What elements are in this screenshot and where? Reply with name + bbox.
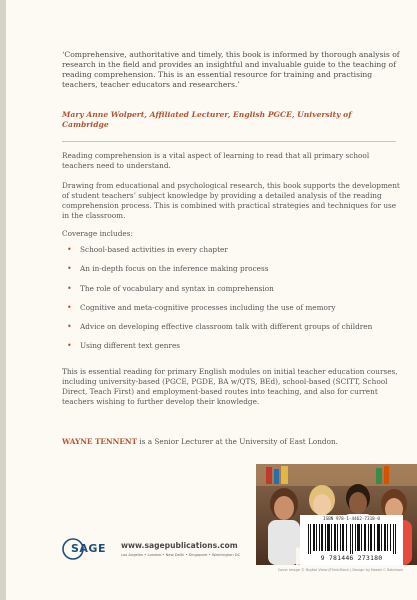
publisher-url: www.sagepublications.com [121, 541, 238, 550]
list-item-text: School-based activities in every chapter [80, 245, 228, 254]
audience-paragraph: This is essential reading for primary English modules on initial teacher education courses, including university-based (PGCE, PGDE, BA w/QTS, BEd), school-based (SCITT, School Direct, Teach First) and employment-based routes into teaching, and also for current teachers wishing to further develop their knowledge. [62, 367, 398, 406]
list-item [62, 322, 402, 332]
barcode [300, 515, 403, 565]
list-item-text: An in-depth focus on the inference making process [80, 264, 269, 273]
bullet-icon: • [67, 284, 72, 293]
sage-wordmark: SAGE [71, 542, 106, 555]
author-bio [62, 437, 402, 447]
spine-edge [0, 0, 6, 600]
bullet-icon: • [67, 341, 72, 350]
isbn-digits: 9 781446 273180 [320, 554, 383, 562]
list-item [62, 341, 402, 351]
list-item-text: The role of vocabulary and syntax in comprehension [80, 284, 274, 293]
bullet-icon: • [67, 245, 72, 254]
isbn-label: ISBN 978-1-4462-7318-0 [323, 517, 380, 522]
coverage-list [62, 245, 402, 360]
list-item [62, 303, 402, 313]
cover-credits: Cover image © Digital Vision/ThinkStock | Design by Naomi C Robinson [277, 568, 403, 572]
list-item-text: Advice on developing effective classroom talk with different groups of children [80, 322, 373, 331]
intro-paragraph: Reading comprehension is a vital aspect of learning to read that all primary school teachers need to understand. [62, 151, 370, 170]
divider [62, 141, 396, 142]
list-item-text: Using different text genres [80, 341, 181, 350]
author-bio-text: is a Senior Lecturer at the University of East London. [137, 437, 338, 446]
list-item [62, 264, 402, 274]
description-paragraph: Drawing from educational and psychological research, this book supports the development of student teachers’ subject knowledge by providing a detailed analysis of the reading comprehension process. This is combined with practical strategies and techniques for use in the classroom. [62, 181, 400, 220]
bullet-icon: • [67, 264, 72, 273]
author-name: WAYNE TENNENT [62, 437, 137, 446]
bullet-icon: • [67, 303, 72, 312]
list-item [62, 245, 402, 255]
endorsement-quote: ‘Comprehensive, authoritative and timely, this book is informed by thorough analysis of research in the field and provides an insightful and invaluable guide to the teaching of reading comprehension. This is an essential resource for training and practising teachers, teacher educators and researchers.’ [62, 50, 400, 89]
barcode-bars [308, 524, 396, 554]
endorsement-attribution: Mary Anne Wolpert, Affiliated Lecturer, English PGCE, University of Cambridge [62, 110, 352, 129]
coverage-intro: Coverage includes: [62, 229, 133, 238]
publisher-cities: Los Angeles • London • New Delhi • Singapore • Washington DC [121, 553, 241, 557]
list-item [62, 284, 402, 294]
list-item-text: Cognitive and meta-cognitive processes including the use of memory [80, 303, 336, 312]
bullet-icon: • [67, 322, 72, 331]
